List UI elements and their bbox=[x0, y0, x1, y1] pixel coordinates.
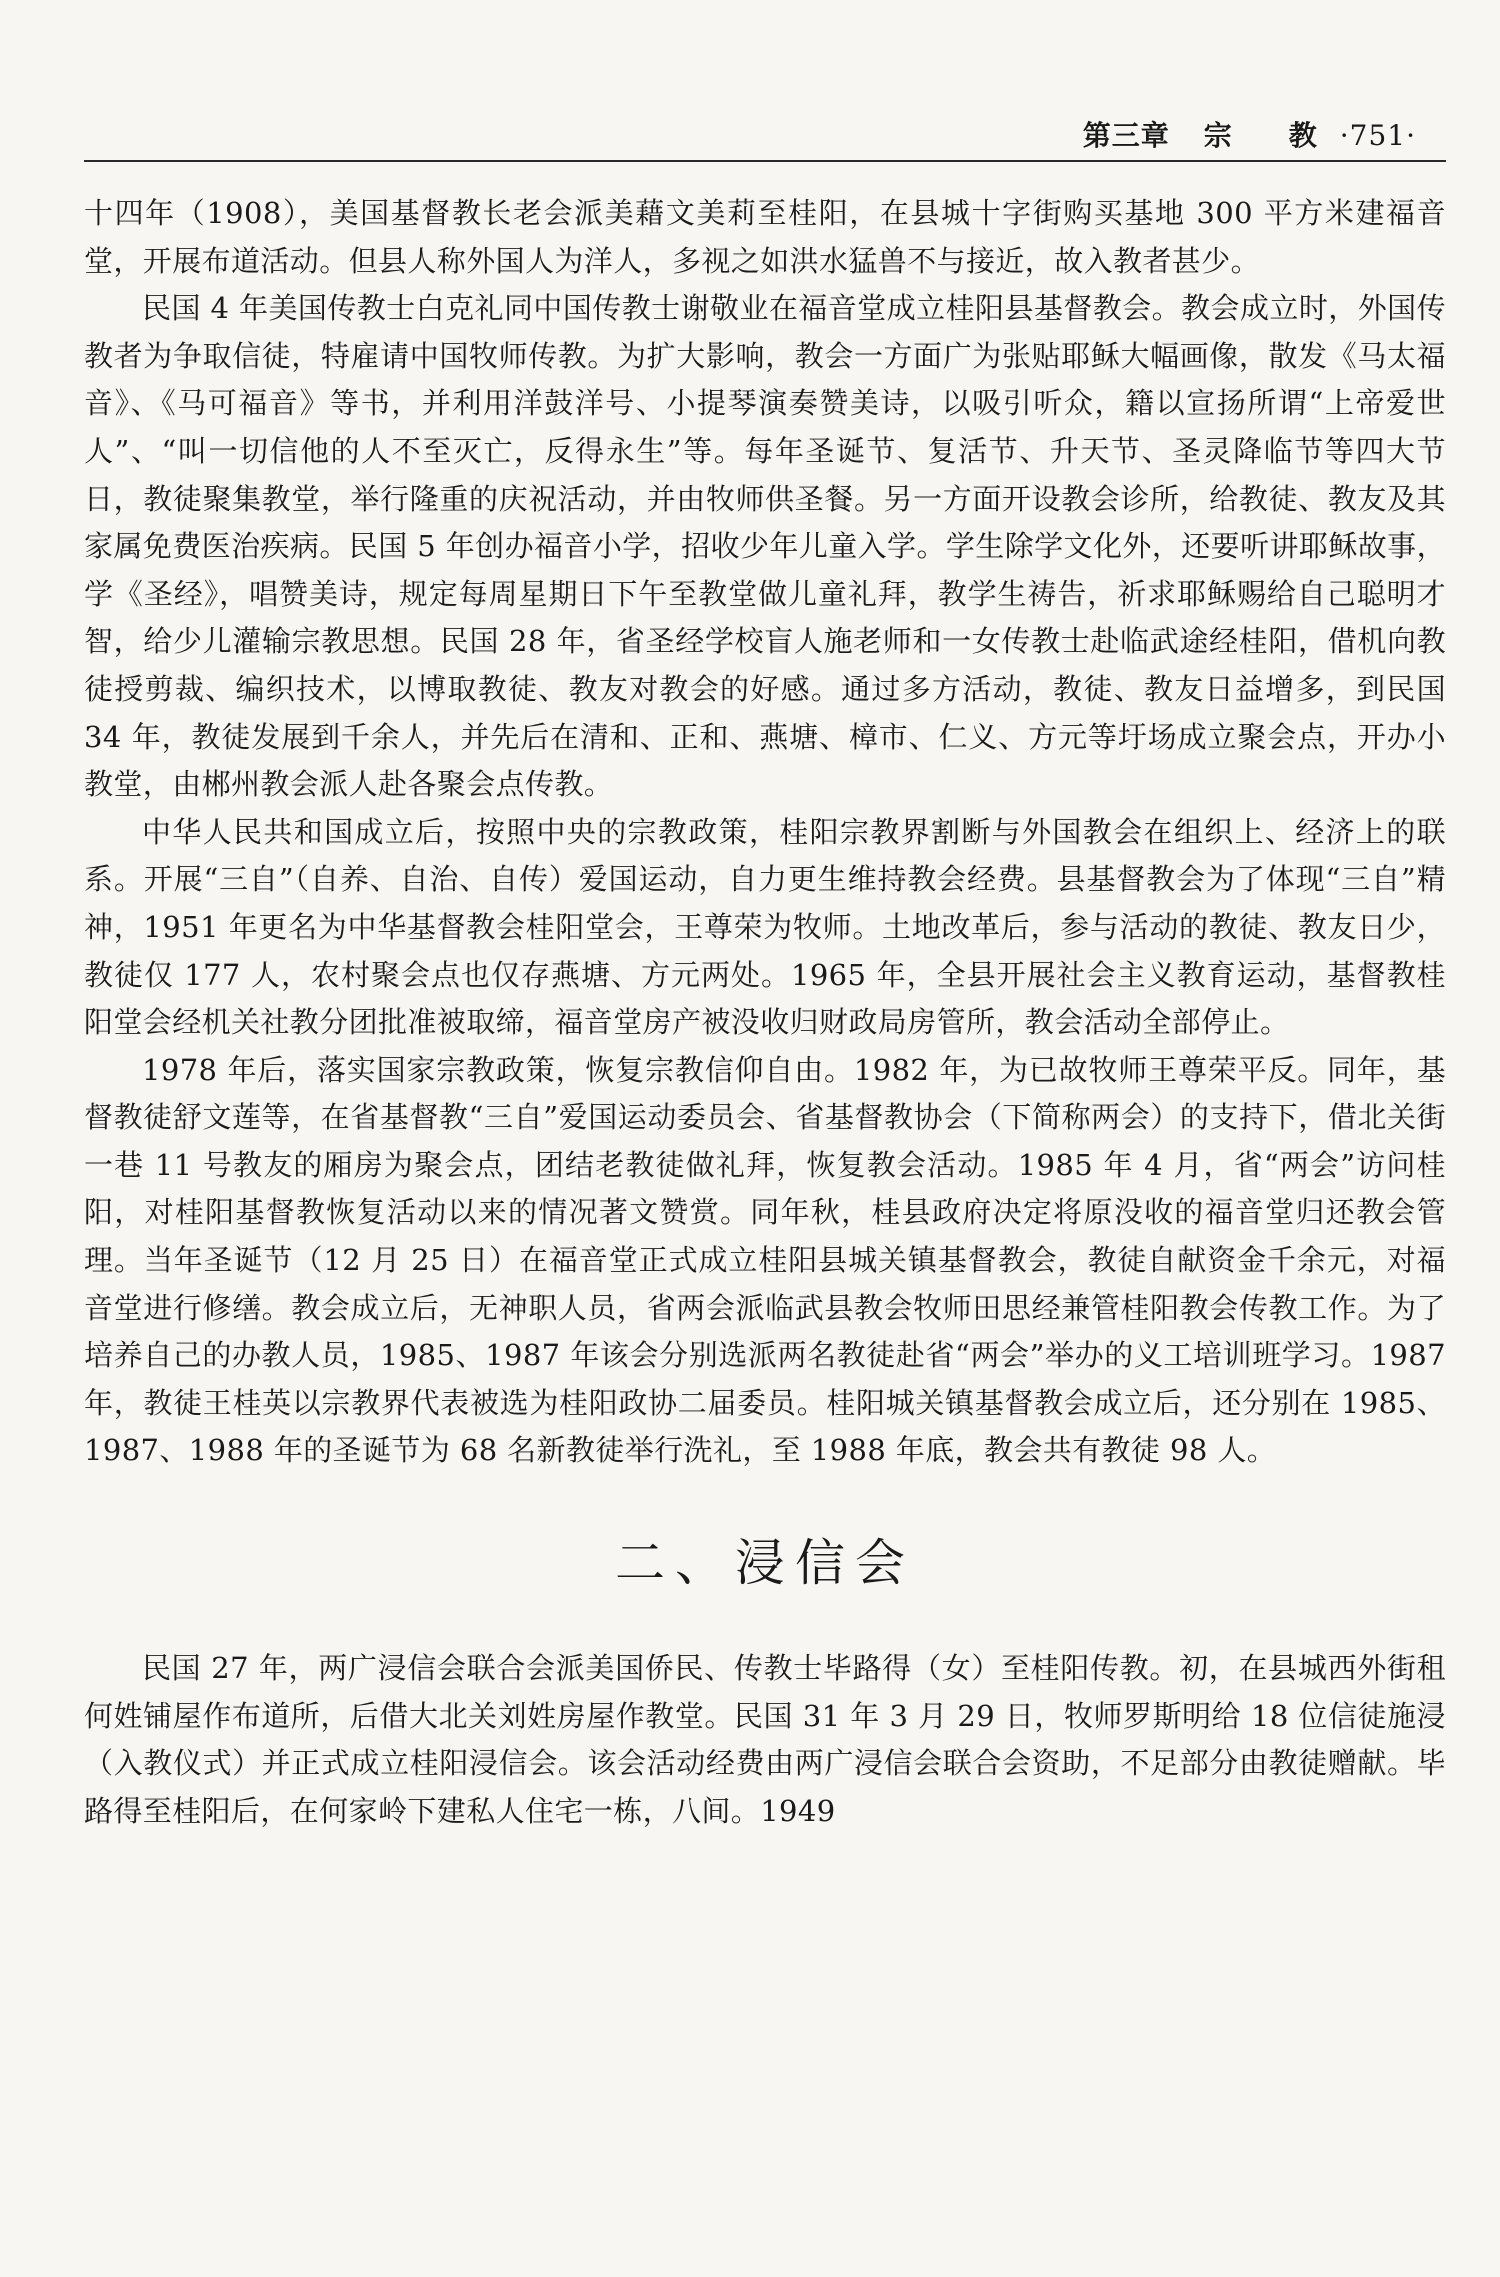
paragraph: 民国 4 年美国传教士白克礼同中国传教士谢敬业在福音堂成立桂阳县基督教会。教会成立时，外国传教者为争取信徒，特雇请中国牧师传教。为扩大影响，教会一方面广为张贴耶稣大幅画像，散发《马太福音》、《马可福音》等书，并利用洋鼓洋号、小提琴演奏赞美诗，以吸引听众，籍以宣扬所谓“上帝爱世人”、“叫一切信他的人不至灭亡，反得永生”等。每年圣诞节、复活节、升天节、圣灵降临节等四大节日，教徒聚集教堂，举行隆重的庆祝活动，并由牧师供圣餐。另一方面开设教会诊所，给教徒、教友及其家属免费医治疾病。民国 5 年创办福音小学，招收少年儿童入学。学生除学文化外，还要听讲耶稣故事，学《圣经》，唱赞美诗，规定每周星期日下午至教堂做儿童礼拜，教学生祷告，祈求耶稣赐给自己聪明才智，给少儿灌输宗教思想。民国 28 年，省圣经学校盲人施老师和一女传教士赴临武途经桂阳，借机向教徒授剪裁、编织技术，以博取教徒、教友对教会的好感。通过多方活动，教徒、教友日益增多，到民国 34 年，教徒发展到千余人，并先后在清和、正和、燕塘、樟市、仁义、方元等圩场成立聚会点，开办小教堂，由郴州教会派人赴各聚会点传教。 bbox=[84, 291, 1446, 802]
paragraph: 民国 27 年，两广浸信会联合会派美国侨民、传教士毕路得（女）至桂阳传教。初，在县城西外街租何姓铺屋作布道所，后借大北关刘姓房屋作教堂。民国 31 年 3 月 29 日，牧师罗斯明给 18 位信徒施浸（入教仪式）并正式成立桂阳浸信会。该会活动经费由两广浸信会联合会资助，不足部分由教徒赠献。毕路得至桂阳后，在何家岭下建私人住宅一栋，八间。1949 bbox=[84, 1651, 1446, 1828]
header-text bbox=[1083, 114, 1416, 154]
page-number: ·751· bbox=[1339, 119, 1416, 152]
header-title-char-1: 宗 bbox=[1203, 119, 1233, 152]
chapter-label: 第三章 bbox=[1082, 119, 1170, 152]
section-heading: 二、浸信会 bbox=[615, 1534, 915, 1593]
running-header bbox=[84, 112, 1446, 162]
page-body bbox=[84, 190, 1446, 1835]
paragraph-continued: 十四年（1908），美国基督教长老会派美藉文美莉至桂阳，在县城十字街购买基地 300 平方米建福音堂，开展布道活动。但县人称外国人为洋人，多视之如洪水猛兽不与接近，故入教者甚少。 bbox=[84, 196, 1446, 278]
paragraph: 中华人民共和国成立后，按照中央的宗教政策，桂阳宗教界割断与外国教会在组织上、经济上的联系。开展“三自”（自养、自治、自传）爱国运动，自力更生维持教会经费。县基督教会为了体现“三自”精神，1951 年更名为中华基督教会桂阳堂会，王尊荣为牧师。土地改革后，参与活动的教徒、教友日少，教徒仅 177 人，农村聚会点也仅存燕塘、方元两处。1965 年，全县开展社会主义教育运动，基督教桂阳堂会经机关社教分团批准被取缔，福音堂房产被没收归财政局房管所，教会活动全部停止。 bbox=[84, 814, 1446, 1040]
header-title-char-2: 教 bbox=[1288, 119, 1318, 152]
paragraph: 1978 年后，落实国家宗教政策，恢复宗教信仰自由。1982 年，为已故牧师王尊荣平反。同年，基督教徒舒文莲等，在省基督教“三自”爱国运动委员会、省基督教协会（下简称两会）的支持下，借北关街一巷 11 号教友的厢房为聚会点，团结老教徒做礼拜，恢复教会活动。1985 年 4 月，省“两会”访问桂阳，对桂阳基督教恢复活动以来的情况著文赞赏。同年秋，桂县政府决定将原没收的福音堂归还教会管理。当年圣诞节（12 月 25 日）在福音堂正式成立桂阳县城关镇基督教会，教徒自献资金千余元，对福音堂进行修缮。教会成立后，无神职人员，省两会派临武县教会牧师田思经兼管桂阳教会传教工作。为了培养自己的办教人员，1985、1987 年该会分别选派两名教徒赴省“两会”举办的义工培训班学习。1987 年，教徒王桂英以宗教界代表被选为桂阳政协二届委员。桂阳城关镇基督教会成立后，还分别在 1985、1987、1988 年的圣诞节为 68 名新教徒举行洗礼，至 1988 年底，教会共有教徒 98 人。 bbox=[84, 1052, 1446, 1468]
